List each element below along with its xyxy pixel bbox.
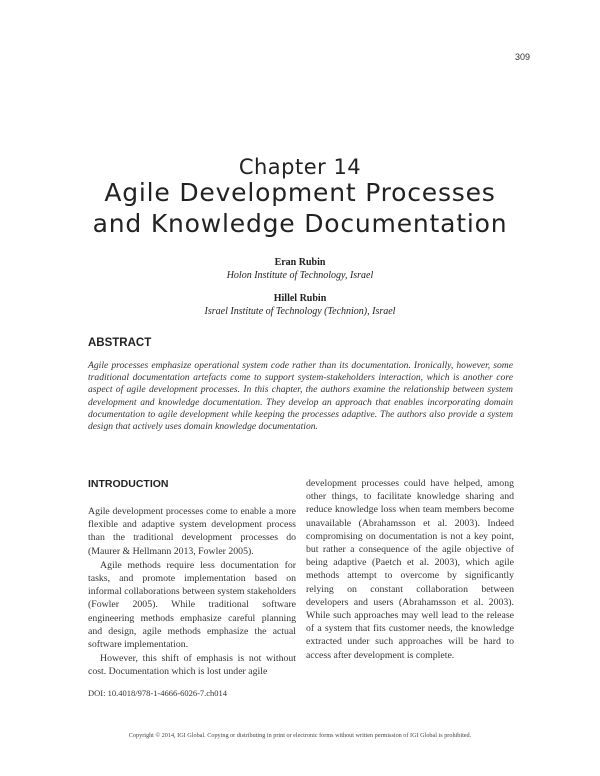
- author-name: Hillel Rubin: [273, 293, 327, 304]
- chapter-label: Chapter 14: [238, 155, 362, 179]
- body-column-left: [88, 505, 296, 679]
- author-affiliation: Holon Institute of Technology, Israel: [226, 270, 374, 281]
- chapter-title: [0, 177, 600, 239]
- body-column-right: [306, 477, 514, 662]
- chapter-title-line-1: Agile Development Processes: [104, 178, 496, 207]
- author-name: Eran Rubin: [274, 257, 326, 268]
- paragraph: However, this shift of emphasis is not without cost. Documentation which is lost under agile: [88, 653, 296, 678]
- paragraph: Agile development processes come to enable a more flexible and adaptive system development process than the traditional development processes do (Maurer & Hellmann 2013, Fowler 2005).: [88, 506, 296, 557]
- doi: DOI: 10.4018/978-1-4666-6026-7.ch014: [88, 688, 228, 698]
- abstract-heading: ABSTRACT: [88, 337, 152, 349]
- introduction-heading: INTRODUCTION: [88, 478, 169, 490]
- abstract-body: Agile processes emphasize operational system code rather than its documentation. Ironically, however, some traditional documentation artefacts come to support system-stakeholders interaction, which is another core aspect of agile development processes. In this chapter, the authors examine the relationship between system development and knowledge documentation. They develop an approach that enables incorporating domain documentation to agile development while keeping the processes adaptive. The authors also provide a system design that actively uses domain knowledge documentation.: [88, 360, 513, 433]
- paragraph: development processes could have helped, among other things, to facilitate knowledge sharing and reduce knowledge loss when team members become unavailable (Abrahamsson et al. 2003). Indeed compromising on documentation is not a key point, but rather a consequence of the agile objective of being adaptive (Paetch et al. 2003), which agile methods attempt to overcome by significantly relying on constant collaboration between developers and users (Abrahamsson et al. 2003). While such approaches may well lead to the release of a system that fits customer needs, the knowledge extracted under such approaches will be hard to access after development is complete.: [306, 478, 514, 661]
- author-affiliation: Israel Institute of Technology (Technion), Israel: [204, 306, 396, 317]
- page-number: 309: [514, 52, 530, 62]
- chapter-title-line-2: and Knowledge Documentation: [92, 209, 508, 238]
- author-block-2: [0, 292, 600, 318]
- paragraph: Agile methods require less documentation for tasks, and promote implementation based on informal collaborations between system stakeholders (Fowler 2005). While traditional software engineering methods emphasize careful planning and design, agile methods emphasize the actual software implementation.: [88, 559, 296, 651]
- copyright-notice: Copyright © 2014, IGI Global. Copying or distributing in print or electronic forms without written permission of IGI Global is prohibited.: [128, 732, 472, 739]
- author-block-1: [0, 256, 600, 282]
